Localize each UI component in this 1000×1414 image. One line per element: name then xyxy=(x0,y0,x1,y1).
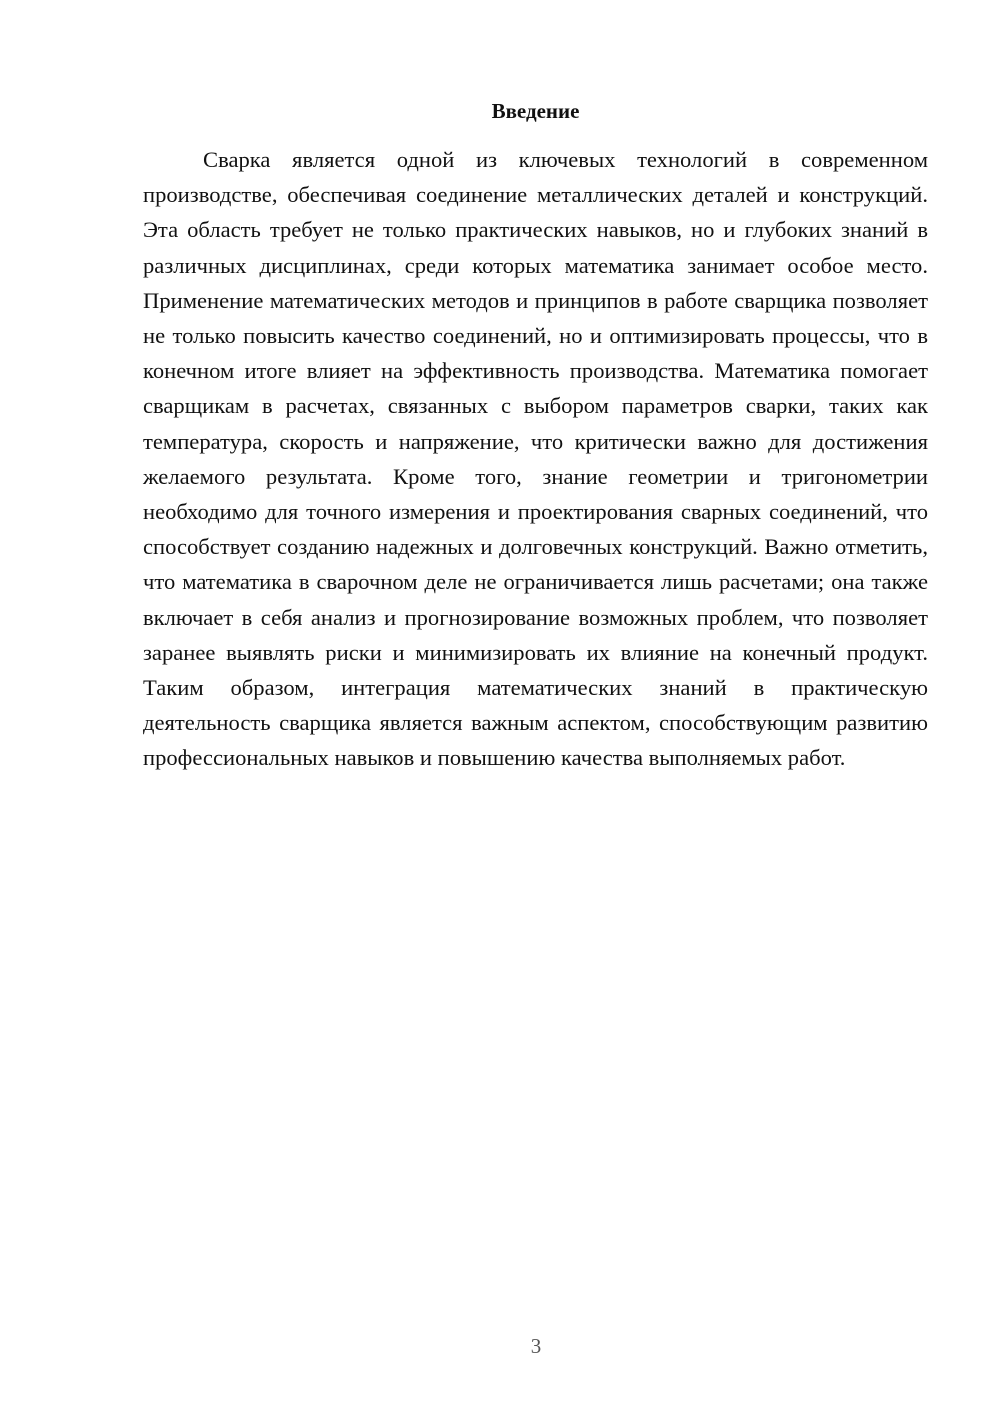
section-heading: Введение xyxy=(491,99,580,123)
page-number: 3 xyxy=(530,1334,542,1358)
body-paragraph: Сварка является одной из ключевых технологий в современном производстве, обеспечивая соединение металлических деталей и конструкций. Эта область требует не только практических навыков, но и глубоких знаний в различных дисциплинах, среди которых математика занимает особое место. Применение математических методов и принципов в работе сварщика позволяет не только повысить качество соединений, но и оптимизировать процессы, что в конечном итоге влияет на эффективность производства. Математика помогает сварщикам в расчетах, связанных с выбором параметров сварки, таких как температура, скорость и напряжение, что критически важно для достижения желаемого результата. Кроме того, знание геометрии и тригонометрии необходимо для точного измерения и проектирования сварных соединений, что способствует созданию надежных и долговечных конструкций. Важно отметить, что математика в сварочном деле не ограничивается лишь расчетами; она также включает в себя анализ и прогнозирование возможных проблем, что позволяет заранее выявлять риски и минимизировать их влияние на конечный продукт. Таким образом, интеграция математических знаний в практическую деятельность сварщика является важным аспектом, способствующим развитию профессиональных навыков и повышению качества выполняемых работ. xyxy=(143,147,928,771)
